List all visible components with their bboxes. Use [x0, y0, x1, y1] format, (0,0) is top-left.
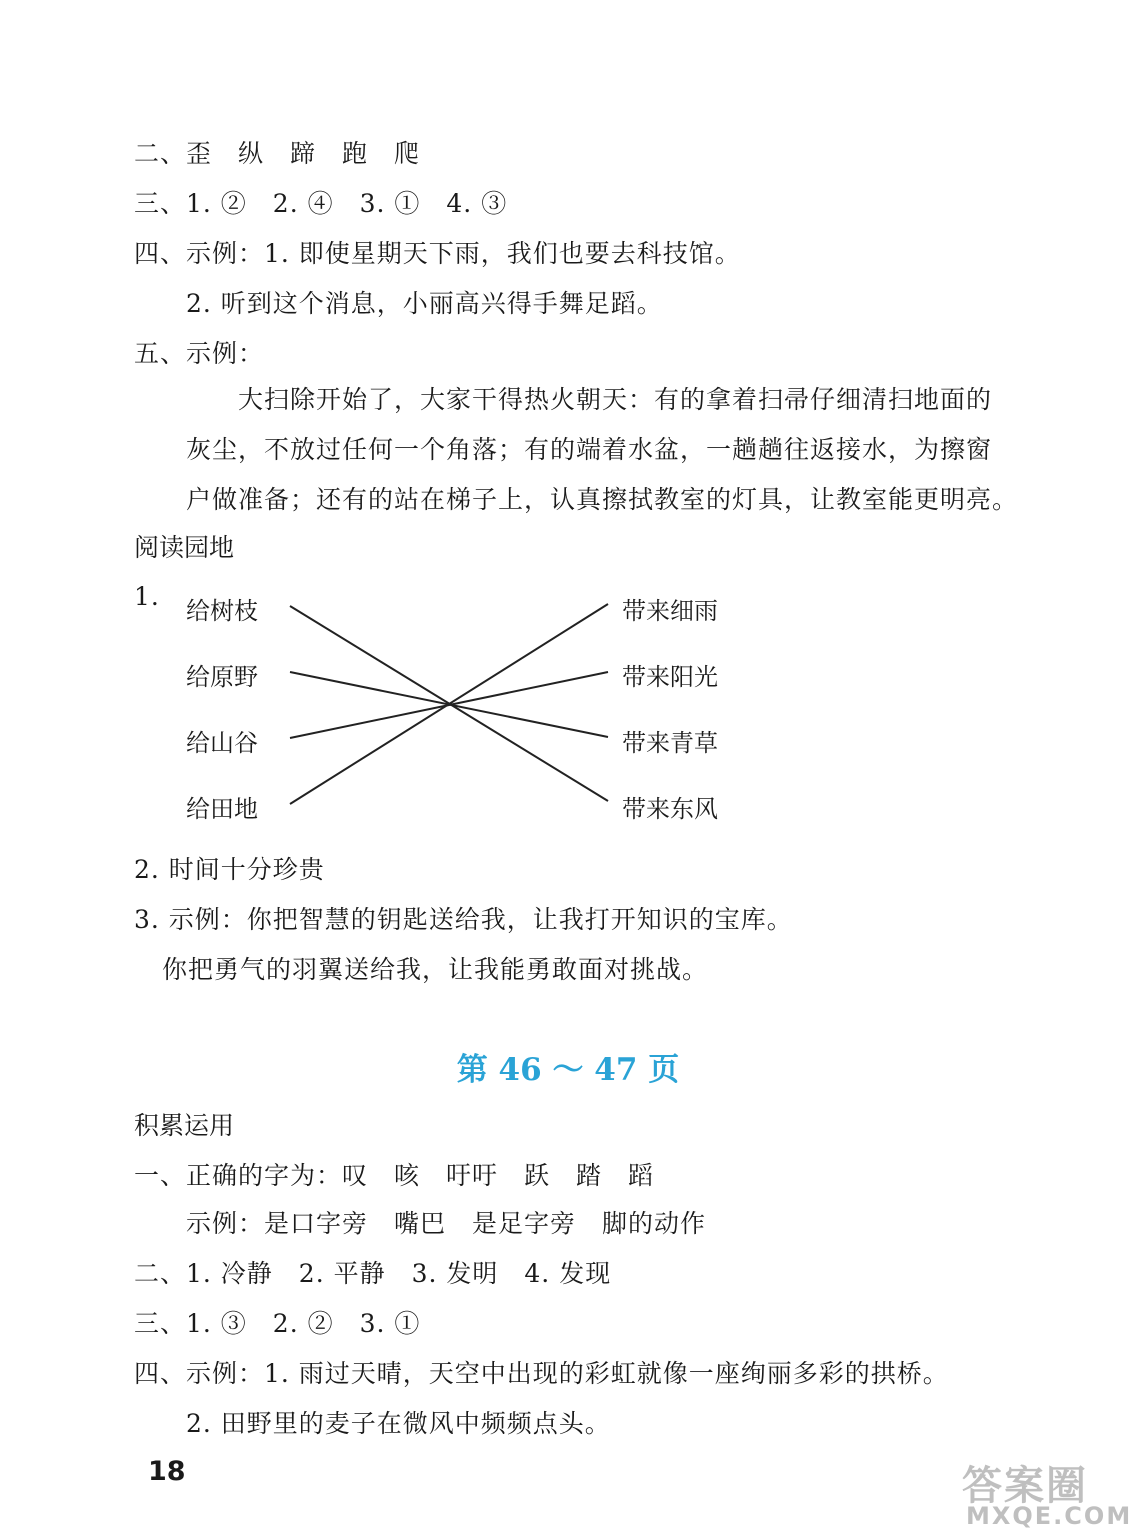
match-right-1: 带来细雨	[622, 597, 718, 625]
match-left-3: 给山谷	[186, 729, 258, 757]
accumulate-heading: 积累运用	[134, 1111, 235, 1140]
line-si-2: 2. 听到这个消息，小丽高兴得手舞足蹈。	[186, 289, 663, 318]
watermark-url: MXQE.COM	[966, 1502, 1133, 1530]
reading-heading: 阅读园地	[134, 533, 235, 562]
reading-item-2: 2. 时间十分珍贵	[134, 855, 325, 884]
match-right-2: 带来阳光	[622, 663, 718, 691]
watermark-logo: 答案圈	[962, 1463, 1088, 1509]
match-right-3: 带来青草	[622, 729, 718, 757]
line-er: 二、歪 纵 蹄 跑 爬	[134, 139, 421, 168]
match-right-4: 带来东风	[622, 795, 718, 823]
accumulate-san: 三、1. ③ 2. ② 3. ①	[134, 1309, 421, 1338]
accumulate-si-2: 2. 田野里的麦子在微风中频频点头。	[186, 1409, 611, 1438]
match-left-4: 给田地	[186, 795, 258, 823]
page-number: 18	[148, 1456, 186, 1487]
match-left-1: 给树枝	[186, 597, 258, 625]
reading-item-3-line-1: 3. 示例：你把智慧的钥匙送给我，让我打开知识的宝库。	[134, 905, 793, 934]
example-paragraph-line-2: 灰尘，不放过任何一个角落；有的端着水盆，一趟趟往返接水，为擦窗	[186, 435, 993, 464]
accumulate-er: 二、1. 冷静 2. 平静 3. 发明 4. 发现	[134, 1259, 612, 1288]
accumulate-si-1: 四、示例：1. 雨过天晴，天空中出现的彩虹就像一座绚丽多彩的拱桥。	[134, 1359, 949, 1388]
line-wu: 五、示例：	[134, 339, 265, 368]
example-paragraph-line-3: 户做准备；还有的站在梯子上，认真擦拭教室的灯具，让教室能更明亮。	[186, 485, 1019, 514]
accumulate-yi-1: 一、正确的字为：叹 咳 吁吁 跃 踏 蹈	[134, 1161, 655, 1190]
example-paragraph-line-1: 大扫除开始了，大家干得热火朝天：有的拿着扫帚仔细清扫地面的	[238, 385, 993, 414]
match-left-2: 给原野	[186, 663, 258, 691]
match-line-4	[290, 604, 608, 804]
line-san: 三、1. ② 2. ④ 3. ① 4. ③	[134, 189, 508, 218]
page-range-heading: 第 46 ～ 47 页	[456, 1052, 680, 1088]
line-si-1: 四、示例：1. 即使星期天下雨，我们也要去科技馆。	[134, 239, 741, 268]
accumulate-yi-2: 示例：是口字旁 嘴巴 是足字旁 脚的动作	[186, 1209, 707, 1238]
reading-item-3-line-2: 你把勇气的羽翼送给我，让我能勇敢面对挑战。	[162, 955, 709, 984]
matching-item-number: 1.	[134, 582, 160, 611]
